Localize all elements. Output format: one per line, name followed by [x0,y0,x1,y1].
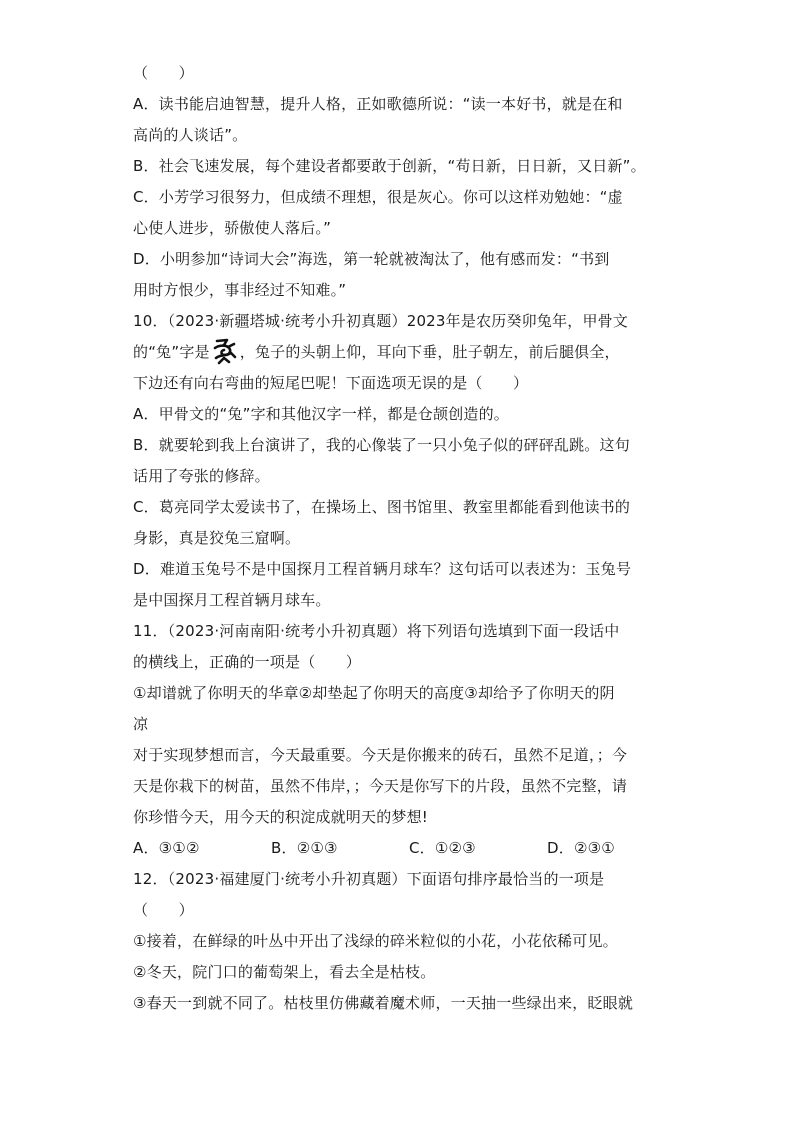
q12-stem-line1: 12．（2023·福建厦门·统考小升初真题）下面语句排序最恰当的一项是 [133,870,605,888]
q11-passage-line3: 你珍惜今天，用今天的积淀成就明天的梦想! [133,808,429,826]
q10-option-b-line1: B．就要轮到我上台演讲了，我的心像装了一只小兔子似的砰砰乱跳。这句 [133,436,630,454]
q10-option-d-line1: D．难道玉兔号不是中国探月工程首辆月球车？这句话可以表述为：玉兔号 [133,560,632,578]
q10-option-a-line1: A．甲骨文的“兔”字和其他汉字一样，都是仓颉创造的。 [133,405,510,423]
q12-sentence-3: ③春天一到就不同了。枯枝里仿佛藏着魔术师，一天抽一些绿出来，眨眼就 [133,994,634,1012]
q11-passage-line2: 天是你栽下的树苗，虽然不伟岸，；今天是你写下的片段，虽然不完整，请 [133,777,628,795]
q9-option-c-line2: 心使人进步，骄傲使人落后。” [133,219,332,237]
q10-stem-line3: 下边还有向右弯曲的短尾巴呢！下面选项无误的是（ ） [133,374,529,392]
q9-paren: （ ） [133,64,194,82]
q9-option-d-line2: 用时方恨少，事非经过不知难。” [133,281,347,299]
q10-stem-line2 [133,337,661,368]
q11-stem-line1: 11．（2023·河南南阳·统考小升初真题）将下列语句选填到下面一段话中 [133,622,620,640]
q9-option-a-line1: A．读书能启迪智慧，提升人格，正如歌德所说：“读一本好书，就是在和 [133,95,623,113]
q12-paren: （ ） [133,901,194,919]
q11-option-b[interactable]: B．②①③ [271,839,338,857]
q12-sentence-1: ①接着，在鲜绿的叶丛中开出了浅绿的碎米粒似的小花，小花依稀可见。 [133,932,618,950]
q9-option-c-line1: C．小芳学习很努力，但成绩不理想，很是灰心。你可以这样劝勉她：“虚 [133,188,623,206]
q9-option-d-line1: D．小明参加“诗词大会”海选，第一轮就被淘汰了，他有感而发：“书到 [133,250,610,268]
q10-option-c-line2: 身影，真是狡兔三窟啊。 [133,529,301,547]
q11-items-line2: 凉 [133,715,149,733]
q11-stem-line2: 的横线上，正确的一项是（ ） [133,653,362,671]
q10-option-b-line2: 话用了夸张的修辞。 [133,467,270,485]
exam-page [133,58,661,1019]
q9-option-b-line1: B．社会飞速发展，每个建设者都要敢于创新，“苟日新，日日新，又日新”。 [133,157,646,175]
q11-option-a[interactable]: A．③①② [133,839,200,857]
q10-option-d-line2: 是中国探月工程首辆月球车。 [133,591,331,609]
oracle-bone-rabbit-icon [211,337,239,365]
q11-items-line1: ①却谱就了你明天的华章②却垫起了你明天的高度③却给予了你明天的阴 [133,684,615,702]
q10-stem-before-glyph: 的“兔”字是 [133,343,210,361]
q12-sentence-2: ②冬天，院门口的葡萄架上，看去全是枯枝。 [133,963,436,981]
q10-option-c-line1: C．葛亮同学太爱读书了，在操场上、图书馆里、教室里都能看到他读书的 [133,498,631,516]
q11-option-d[interactable]: D．②③① [547,839,615,857]
q10-stem-after-glyph: ，兔子的头朝上仰，耳向下垂，肚子朝左，前后腿俱全， [239,343,620,361]
q10-stem-line1: 10．（2023·新疆塔城·统考小升初真题）2023年是农历癸卯兔年，甲骨文 [133,312,629,330]
q11-passage-line1: 对于实现梦想而言，今天最重要。今天是你搬来的砖石，虽然不足道，；今 [133,746,628,764]
q11-options [133,833,661,864]
q9-option-a-line2: 高尚的人谈话”。 [133,126,248,144]
q11-option-c[interactable]: C．①②③ [409,839,476,857]
